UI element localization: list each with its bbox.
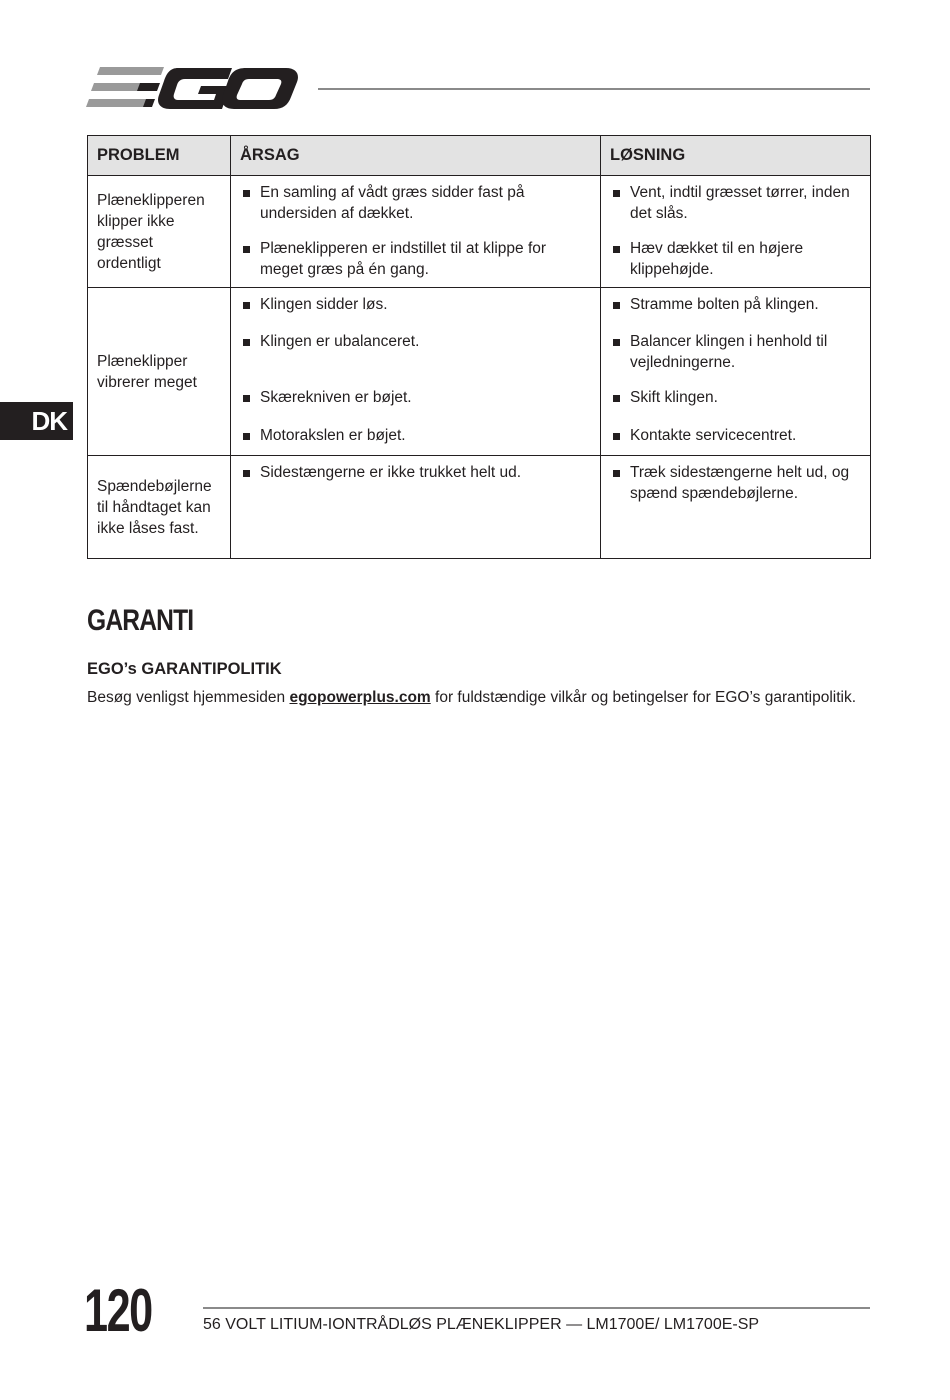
solution-item: Skift klingen. [613,387,858,408]
header-solution: LØSNING [601,136,871,176]
solution-cell [601,176,871,288]
solution-cell [601,456,871,559]
header-problem: PROBLEM [88,136,231,176]
cause-item: Motorakslen er bøjet. [243,425,588,446]
problem-cell: Plæneklipper vibrerer meget [88,288,231,456]
footer-text: 56 VOLT LITIUM-IONTRÅDLØS PLÆNEKLIPPER — LM1700E/ LM1700E-SP [203,1316,760,1333]
problem-cell: Plæneklipperen klipper ikke græsset ordentligt [88,176,231,288]
cause-item: Plæneklipperen er indstillet til at klippe for meget græs på én gang. [243,238,588,280]
solution-item: Kontakte servicecentret. [613,425,858,446]
cause-cell [231,176,601,288]
footer-rule [203,1307,870,1309]
policy-text [87,689,856,707]
policy-text-before: Besøg venligst hjemmesiden [87,689,290,706]
cause-item: En samling af vådt græs sidder fast på undersiden af dækket. [243,182,588,224]
ego-logo [86,64,298,112]
cause-cell [231,288,601,456]
cause-item: Klingen er ubalanceret. [243,331,588,352]
policy-title: EGO’s GARANTIPOLITIK [87,660,282,678]
language-tab: DK [0,402,73,440]
cause-cell [231,456,601,559]
cause-item: Klingen sidder løs. [243,294,588,315]
header-cause: ÅRSAG [231,136,601,176]
page-number: 120 [84,1277,152,1344]
table-row [88,456,871,559]
policy-text-after: for fuldstændige vilkår og betingelser for EGO’s garantipolitik. [430,689,857,706]
cause-item: Sidestængerne er ikke trukket helt ud. [243,462,588,483]
website-link[interactable]: egopowerplus.com [289,689,431,706]
solution-item: Stramme bolten på klingen. [613,294,858,315]
solution-item: Træk sidestængerne helt ud, og spænd spændebøjlerne. [613,462,858,504]
problem-cell: Spændebøjlerne til håndtaget kan ikke låses fast. [88,456,231,559]
solution-cell [601,288,871,456]
troubleshooting-table [87,135,871,559]
solution-item: Balancer klingen i henhold til vejledningerne. [613,331,858,373]
solution-item: Hæv dækket til en højere klippehøjde. [613,238,858,280]
section-title: GARANTI [87,604,194,637]
table-row [88,288,871,456]
cause-item: Skærekniven er bøjet. [243,387,588,408]
table-header-row [88,136,871,176]
header-rule [318,88,870,90]
table-row [88,176,871,288]
solution-item: Vent, indtil græsset tørrer, inden det slås. [613,182,858,224]
